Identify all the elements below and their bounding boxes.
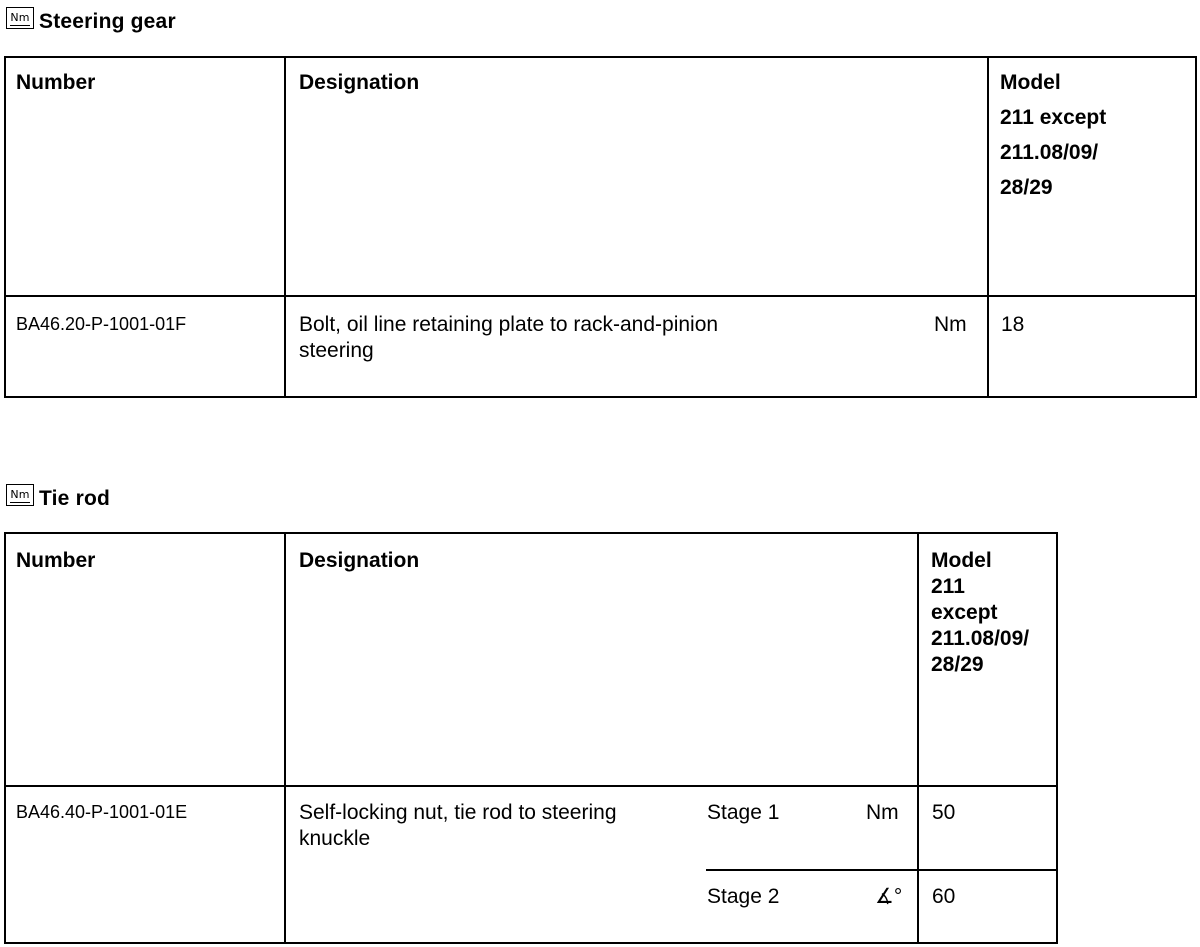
tie-rod-table — [4, 532, 1058, 944]
row-designation: Self-locking nut, tie rod to steering knuckle — [299, 801, 617, 850]
section-title-text: Tie rod — [39, 487, 111, 510]
section-title-steering-gear — [6, 10, 176, 34]
stage-value: 50 — [932, 801, 956, 824]
table-divider — [4, 295, 1197, 297]
row-number: BA46.20-P-1001-01F — [16, 314, 187, 334]
section-title-tie-rod — [6, 487, 110, 511]
angle-degree-icon: ∡° — [875, 885, 903, 908]
header-model: Model 211 except 211.08/09/ 28/29 — [931, 549, 1030, 676]
table-divider — [4, 785, 1058, 787]
header-designation: Designation — [299, 549, 420, 572]
header-number: Number — [16, 549, 96, 572]
header-designation: Designation — [299, 71, 420, 94]
header-model: Model 211 except 211.08/09/ 28/29 — [1000, 71, 1107, 199]
header-number: Number — [16, 71, 96, 94]
section-title-text: Steering gear — [39, 10, 176, 33]
stage-unit: Nm — [866, 801, 899, 824]
row-value: 18 — [1001, 313, 1025, 336]
stage-label: Stage 1 — [707, 801, 780, 824]
table-divider — [284, 532, 286, 944]
table-divider — [987, 56, 989, 398]
stage-value: 60 — [932, 885, 956, 908]
row-unit: Nm — [934, 313, 967, 336]
row-designation: Bolt, oil line retaining plate to rack-and-pinion steering — [299, 313, 719, 362]
row-number: BA46.40-P-1001-01E — [16, 802, 188, 822]
nm-torque-icon: Nm — [6, 484, 34, 506]
stage-divider — [706, 869, 1058, 871]
stage-label: Stage 2 — [707, 885, 780, 908]
nm-torque-icon: Nm — [6, 7, 34, 29]
table-divider — [284, 56, 286, 398]
table-divider — [917, 532, 919, 944]
